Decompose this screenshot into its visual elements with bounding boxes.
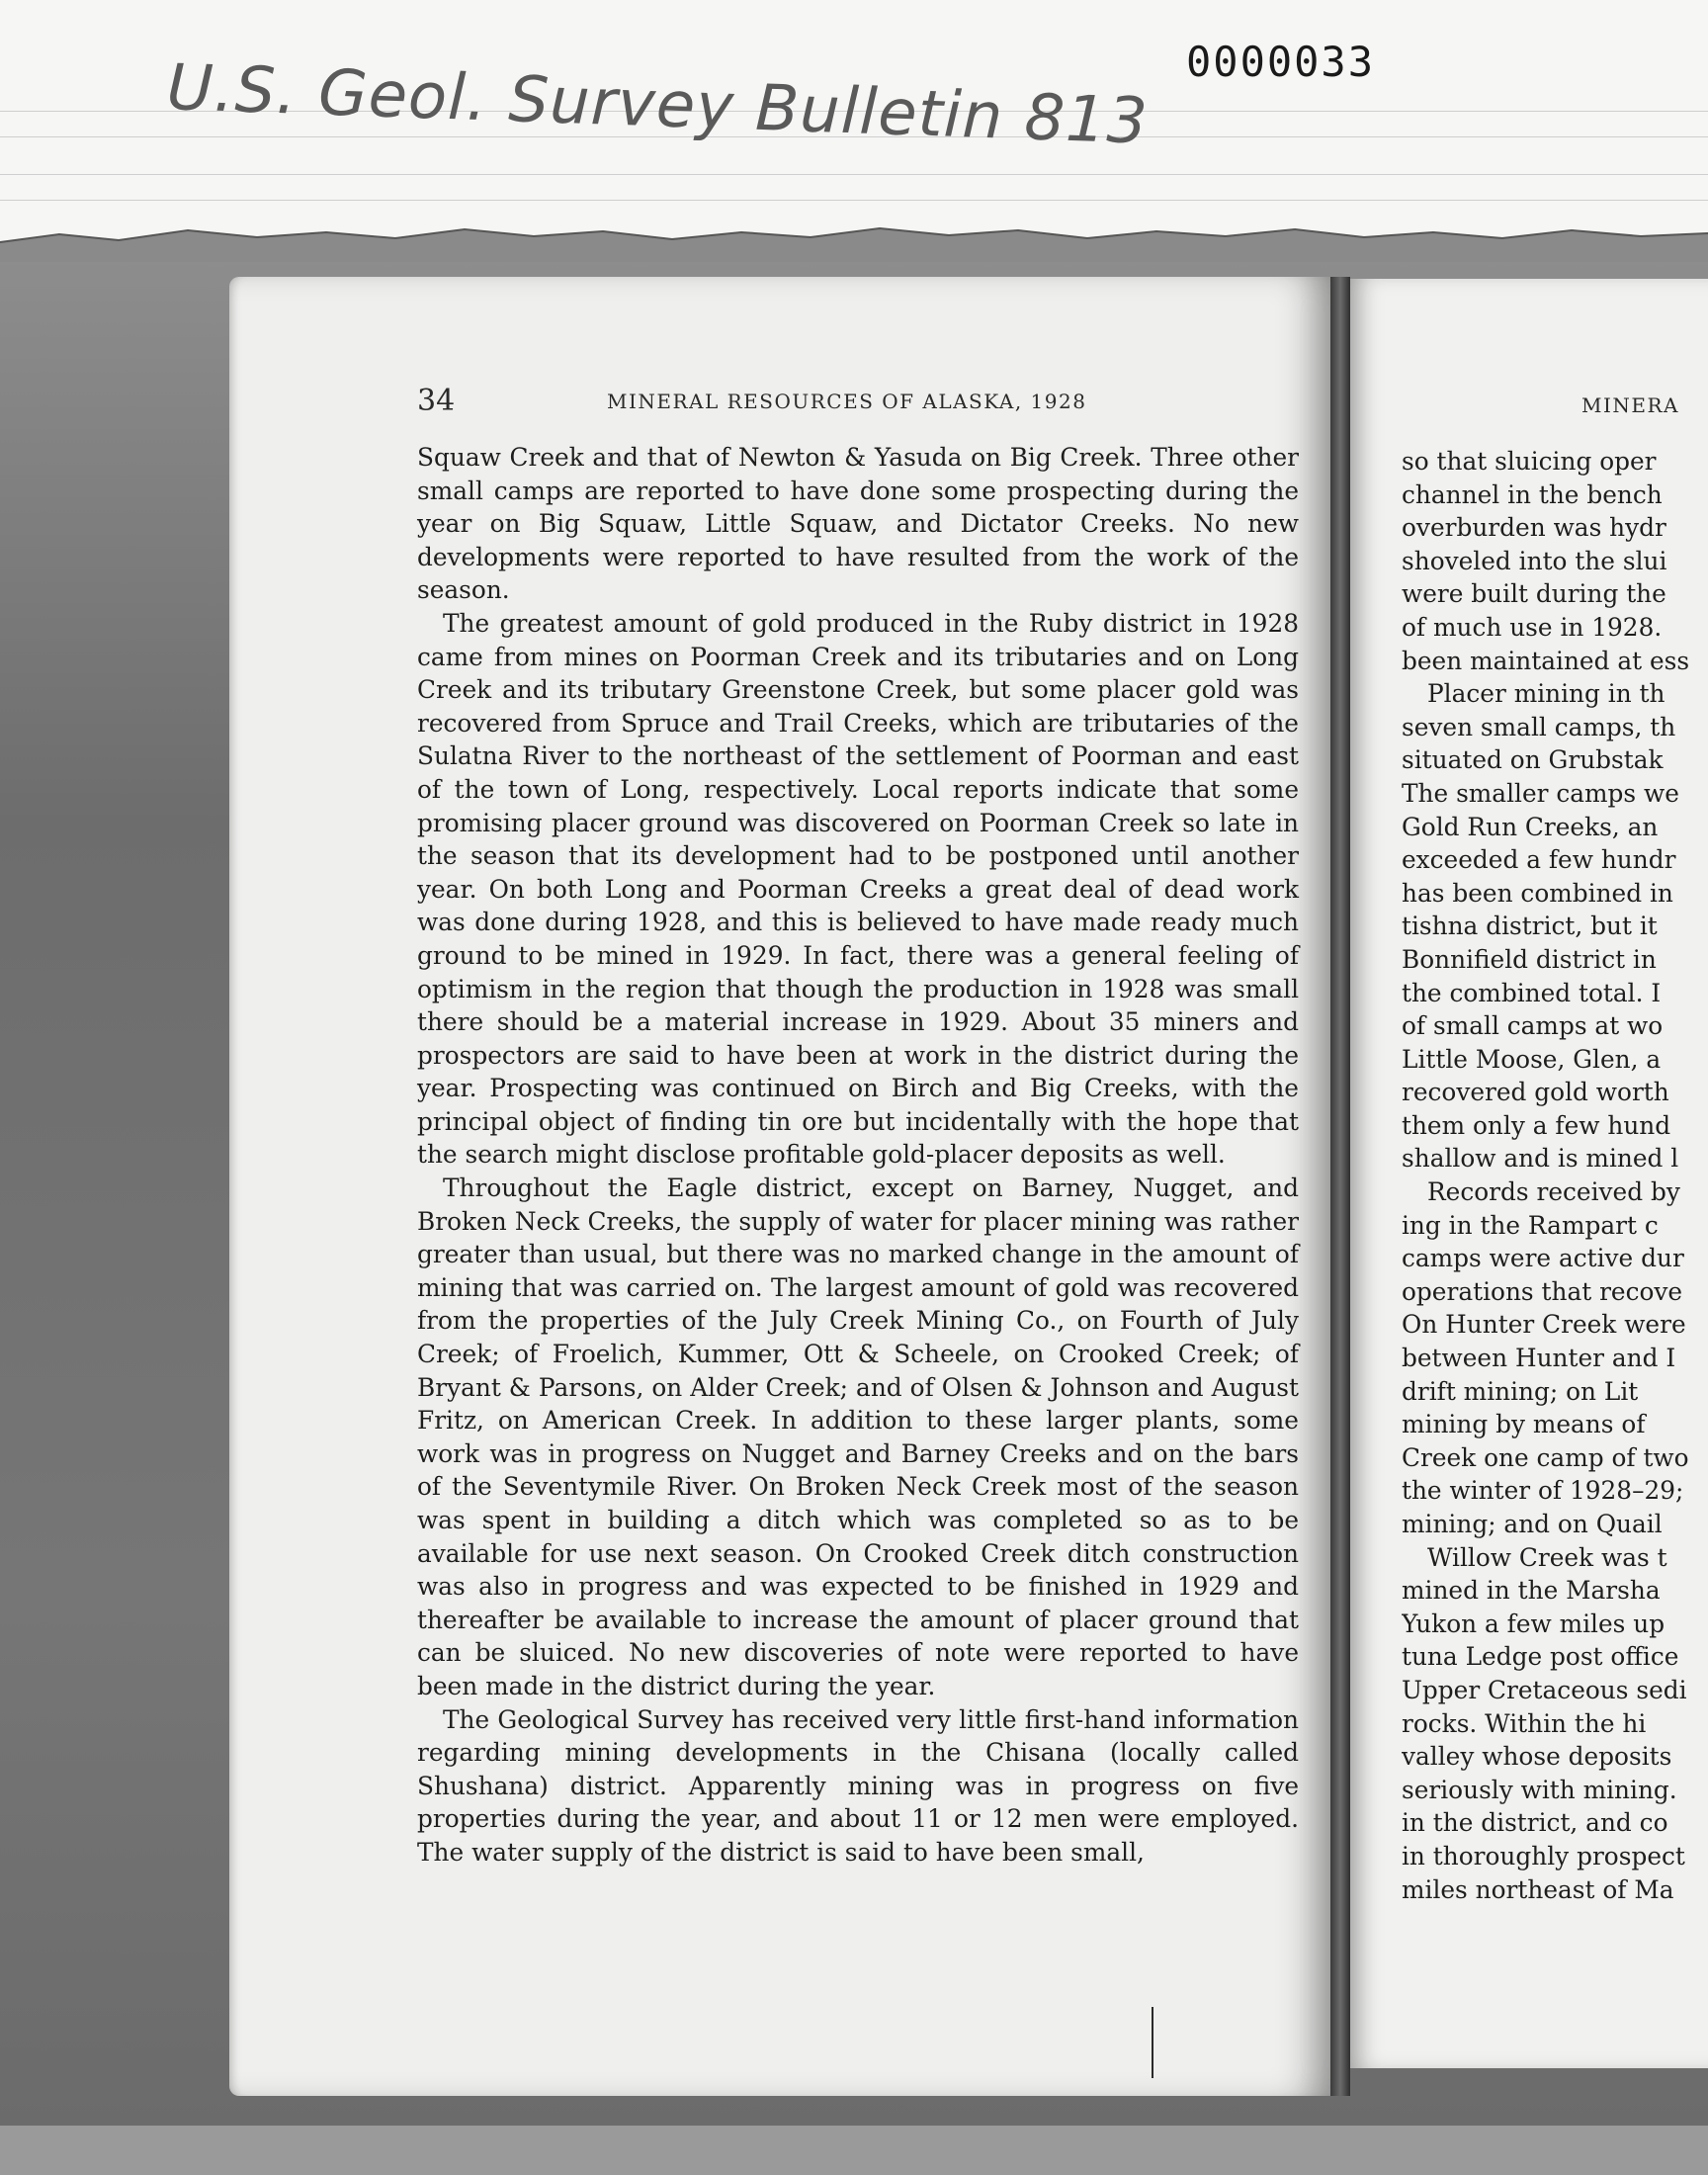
- book-gutter: [1330, 277, 1350, 2096]
- text-line: Gold Run Creeks, an: [1402, 812, 1659, 841]
- torn-paper-edge: [0, 203, 1708, 262]
- text-line: seven small camps, th: [1402, 712, 1676, 741]
- text-line: of much use in 1928.: [1402, 612, 1663, 642]
- text-line: seriously with mining.: [1402, 1775, 1677, 1804]
- text-line: of small camps at wo: [1402, 1011, 1664, 1041]
- document-number: 0000033: [1186, 38, 1376, 86]
- text-line: mining; and on Quail: [1402, 1510, 1663, 1538]
- text-line: in the district, and co: [1402, 1808, 1668, 1838]
- text-line: the winter of 1928–29;: [1402, 1476, 1684, 1506]
- text-line: mined in the Marsha: [1402, 1576, 1661, 1606]
- text-line: exceeded a few hundr: [1402, 845, 1676, 875]
- text-line: Bonnifield district in: [1402, 944, 1657, 974]
- text-line: Little Moose, Glen, a: [1402, 1044, 1662, 1074]
- pen-mark: [1152, 2007, 1153, 2078]
- text-line: been maintained at ess: [1402, 646, 1690, 675]
- handwritten-note: U.S. Geol. Survey Bulletin 813: [165, 51, 1150, 159]
- page-number: 34: [417, 384, 456, 418]
- left-page-header: [417, 384, 1302, 423]
- text-line: On Hunter Creek were: [1402, 1310, 1686, 1340]
- text-line: so that sluicing oper: [1402, 447, 1657, 476]
- text-line: valley whose deposits: [1402, 1742, 1672, 1772]
- text-line: camps were active dur: [1402, 1244, 1684, 1273]
- text-line: shallow and is mined l: [1402, 1144, 1679, 1174]
- ruled-line: [0, 200, 1708, 201]
- text-line: Yukon a few miles up: [1402, 1609, 1665, 1638]
- text-line: Records received by: [1427, 1177, 1680, 1207]
- paragraph: The greatest amount of gold produced in the Ruby district in 1928 came from mines on Poorman Creek and its tributaries and on Long Creek and its tributary Greenstone Creek, but some placer gold was recovered from Spruce and Trail Creeks, which are tributaries of the Sulatna River to the northeast of the settlement of Poorman and east of the town of Long, respectively. Local reports indicate that some promising placer ground was discovered on Poorman Creek so late in the season that its development had to be postponed until another year. On both Long and Poorman Creeks a great deal of dead work was done during 1928, and this is believed to have made ready much ground to be mined in 1929. In fact, there was a general feeling of optimism in the region that though the production in 1928 was small there should be a material increase in 1929. About 35 miners and prospectors are said to have been at work in the district during the year. Prospecting was continued on Birch and Big Creeks, with the principal object of finding tin ore but incidentally with the hope that the search might disclose profitable gold-placer deposits as well.: [417, 608, 1299, 1170]
- text-line: drift mining; on Lit: [1402, 1376, 1639, 1406]
- text-line: Creek one camp of two: [1402, 1442, 1689, 1472]
- text-line: between Hunter and I: [1402, 1344, 1676, 1373]
- text-line: Willow Creek was t: [1427, 1542, 1667, 1572]
- text-line: tishna district, but it: [1402, 912, 1658, 941]
- text-line: overburden was hydr: [1402, 513, 1666, 543]
- text-line: The smaller camps we: [1402, 778, 1679, 808]
- ruled-line: [0, 174, 1708, 175]
- text-line: in thoroughly prospect: [1402, 1841, 1685, 1870]
- text-line: rocks. Within the hi: [1402, 1708, 1647, 1738]
- text-line: tuna Ledge post office: [1402, 1642, 1679, 1672]
- text-line: channel in the bench: [1402, 479, 1663, 509]
- text-line: ing in the Rampart c: [1402, 1210, 1659, 1240]
- text-line: miles northeast of Ma: [1402, 1874, 1674, 1904]
- text-line: operations that recove: [1402, 1276, 1683, 1306]
- paragraph: Squaw Creek and that of Newton & Yasuda on Big Creek. Three other small camps are reported to have done some prospecting during the year on Big Squaw, Little Squaw, and Dictator Creeks. No new developments were reported to have resulted from the work of the season.: [417, 443, 1299, 605]
- text-line: the combined total. I: [1402, 978, 1662, 1007]
- text-line: situated on Grubstak: [1402, 745, 1664, 775]
- running-title: MINERAL RESOURCES OF ALASKA, 1928: [607, 390, 1087, 413]
- paragraph: Throughout the Eagle district, except on Barney, Nugget, and Broken Neck Creeks, the supply of water for placer mining was rather greater than usual, but there was no marked change in the amount of mining that was carried on. The largest amount of gold was recovered from the properties of the July Creek Mining Co., on Fourth of July Creek; of Froelich, Kummer, Ott & Scheele, on Crooked Creek; of Bryant & Parsons, on Alder Creek; and of Olsen & Johnson and August Fritz, on American Creek. In addition to these larger plants, some work was in progress on Nugget and Barney Creeks and on the bars of the Seventymile River. On Broken Neck Creek most of the season was spent in building a ditch which was completed so as to be available for use next season. On Crooked Creek ditch construction was also in progress and was expected to be finished in 1929 and thereafter be available to increase the amount of placer ground that can be sluiced. No new discoveries of note were reported to have been made in the district during the year.: [417, 1174, 1299, 1700]
- right-page-running-title: MINERA: [1581, 393, 1679, 417]
- text-line: Placer mining in th: [1427, 679, 1665, 709]
- right-page-body: [1402, 445, 1708, 1906]
- text-line: shoveled into the slui: [1402, 546, 1667, 575]
- paragraph: The Geological Survey has received very little first-hand information regarding mining developments in the Chisana (locally called Shushana) district. Apparently mining was in progress on five properties during the year, and about 11 or 12 men were employed. The water supply of the district is said to have been small,: [417, 1704, 1299, 1867]
- text-line: has been combined in: [1402, 878, 1673, 908]
- text-line: were built during the: [1402, 579, 1666, 609]
- text-line: recovered gold worth: [1402, 1078, 1669, 1107]
- bottom-scan-edge: [0, 2126, 1708, 2175]
- text-line: Upper Cretaceous sedi: [1402, 1675, 1687, 1704]
- text-line: mining by means of: [1402, 1410, 1646, 1439]
- text-line: them only a few hund: [1402, 1110, 1671, 1140]
- left-page-body: [417, 441, 1299, 1870]
